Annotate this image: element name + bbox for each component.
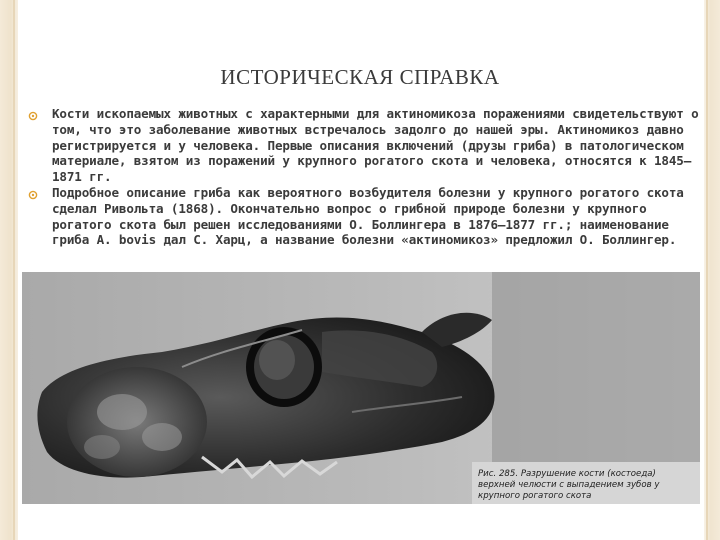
bullet-item [28,106,700,185]
photo-caption: Рис. 285. Разрушение кости (костоеда) верхней челюсти с выпадением зубов у крупного рогатого скота [478,469,660,501]
bullet-text: Подробное описание гриба как вероятного возбудителя болезни у крупного рогатого скота сделал Ривольта (1868). Окончательно вопрос о грибной природе болезни у крупного рогатого скота был решен исследованиями О. Боллингера в 1876–1877 гг.; наименование гриба A. bovis дал С. Харц, а название болезни «актиномикоз» предложил О. Боллингер. [52,184,684,248]
slide-title: ИСТОРИЧЕСКАЯ СПРАВКА [220,65,500,89]
bullet-icon [28,190,38,200]
bullet-item [28,185,700,248]
bullet-list [28,106,700,248]
bullet-icon [28,111,38,121]
bullet-text: Кости ископаемых животных с характерными для актиномикоза поражениями свидетельствуют о том, что это заболевание животных встречалось задолго до нашей эры. Актиномикоз давно регистрируется и у человека. Первые описания включений (друзы гриба) в патологическом материале, взятом из поражений у крупного рогатого скота и человека, относятся к 1845–1871 гг. [52,106,699,185]
